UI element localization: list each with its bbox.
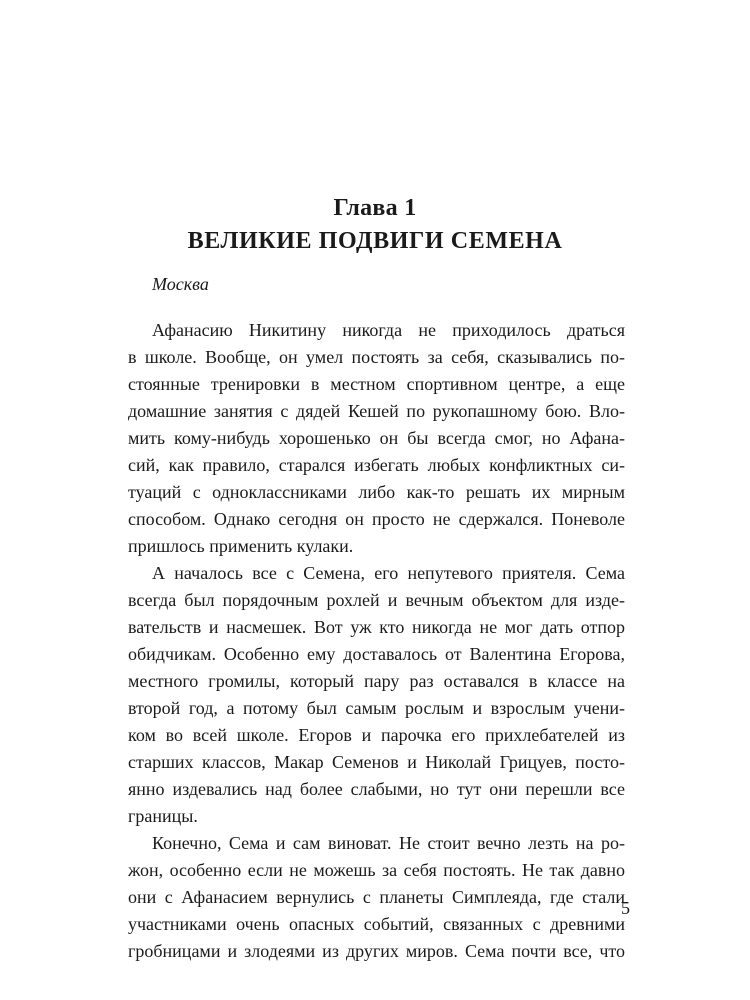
text-line: пришлось применить кулаки. xyxy=(128,536,354,556)
text-line: всегда был порядочным рохлей и вечным объектом для изде- xyxy=(128,590,625,610)
text-line: гробницами и злодеями из других миров. Сема почти все, что xyxy=(128,941,625,961)
paragraph xyxy=(128,317,625,560)
text-line: туаций с одноклассниками либо как-то решать их мирным xyxy=(128,482,625,502)
text-line: домашние занятия с дядей Кешей по рукопашному бою. Вло- xyxy=(128,401,625,421)
text-line: способом. Однако сегодня он просто не сдержался. Поневоле xyxy=(128,509,625,529)
chapter-number: Глава 1 xyxy=(333,195,417,221)
text-line: А началось все с Семена, его непутевого приятеля. Сема xyxy=(152,563,625,583)
text-line: второй год, а потому был самым рослым и взрослым учени- xyxy=(128,698,625,718)
text-line: ком во всей школе. Егоров и парочка его прихлебателей из xyxy=(128,725,625,745)
text-line: вательств и насмешек. Вот уж кто никогда не мог дать отпор xyxy=(128,617,625,637)
text-line: в школе. Вообще, он умел постоять за себя, сказывались по- xyxy=(128,347,625,367)
text-line: Конечно, Сема и сам виноват. Не стоит вечно лезть на ро- xyxy=(152,833,625,853)
text-line: участниками очень опасных событий, связанных с древними xyxy=(128,914,625,934)
paragraph xyxy=(128,560,625,830)
text-line: Афанасию Никитину никогда не приходилось драться xyxy=(152,320,625,340)
text-line: они с Афанасием вернулись с планеты Симплеяда, где стали xyxy=(128,887,625,907)
text-line: старших классов, Макар Семенов и Николай Грицуев, посто- xyxy=(128,752,625,772)
text-line: обидчикам. Особенно ему доставалось от Валентина Егорова, xyxy=(128,644,625,664)
text-line: мить кому-нибудь хорошенько он бы всегда смог, но Афана- xyxy=(128,428,625,448)
body-text xyxy=(128,317,625,965)
chapter-title: ВЕЛИКИЕ ПОДВИГИ СЕМЕНА xyxy=(187,228,563,254)
location-label: Москва xyxy=(152,274,209,294)
text-line: жон, особенно если не можешь за себя постоять. Не так давно xyxy=(128,860,625,880)
text-line: местного громилы, который пару раз оставался в классе на xyxy=(128,671,625,691)
text-line: границы. xyxy=(128,806,198,826)
paragraph xyxy=(128,830,625,965)
page-number: 5 xyxy=(621,898,630,918)
text-line: янно издевались над более слабыми, но тут они перешли все xyxy=(128,779,625,799)
text-line: стоянные тренировки в местном спортивном центре, а еще xyxy=(128,374,625,394)
chapter-heading xyxy=(0,193,750,257)
text-line: сий, как правило, старался избегать любых конфликтных си- xyxy=(128,455,625,475)
